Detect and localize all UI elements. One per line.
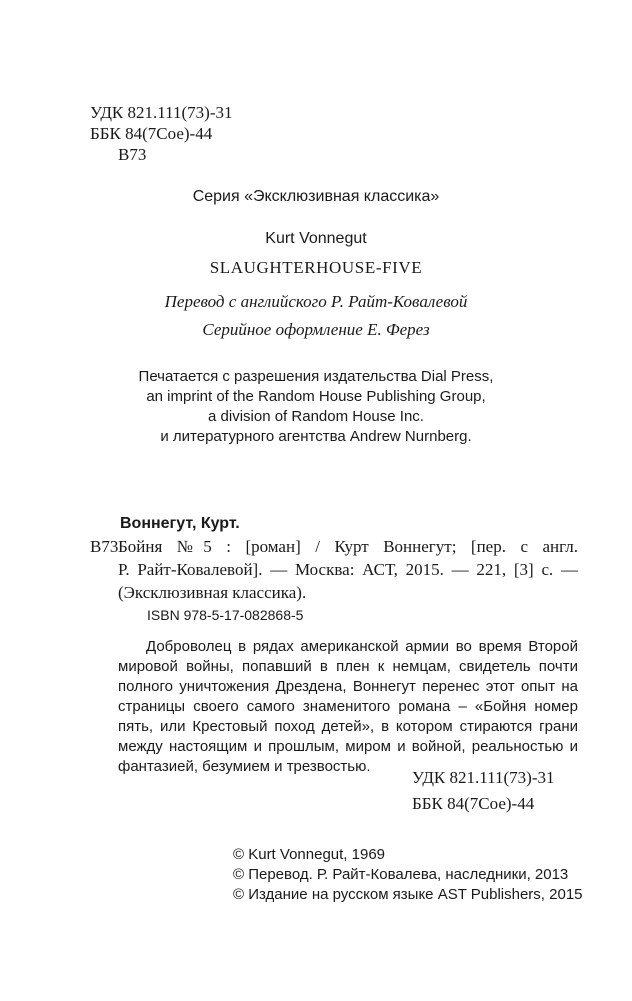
catalog-author-mark: В73	[90, 537, 119, 556]
catalog-description	[118, 537, 578, 603]
isbn: ISBN 978-5-17-082868-5	[147, 607, 304, 623]
annotation-line: Доброволец в рядах американской армии во время Второй	[146, 638, 578, 655]
copyright-line: © Kurt Vonnegut, 1969	[233, 846, 385, 863]
catalog-line: Р. Райт-Ковалевой]. — Москва: АСТ, 2015. — 221, [3] с. —	[118, 560, 578, 579]
udk-code-bottom: УДК 821.111(73)-31	[412, 768, 555, 787]
copyright-line: © Издание на русском языке AST Publishers, 2015	[233, 886, 583, 903]
permission-line: an imprint of the Random House Publishing Group,	[146, 388, 486, 405]
permission-line: Печатается с разрешения издательства Dial Press,	[138, 368, 494, 385]
translation-credit: Перевод с английского Р. Райт-Ковалевой	[164, 292, 468, 311]
catalog-line: (Эксклюзивная классика).	[118, 583, 307, 602]
catalog-author-heading: Воннегут, Курт.	[120, 515, 240, 532]
annotation-line: страницы своего самого знаменитого романа – «Бойня номер	[118, 698, 578, 715]
original-author: Kurt Vonnegut	[265, 230, 367, 247]
annotation-line: полного уничтожения Дрездена, Воннегут перенес этот опыт на	[118, 678, 578, 695]
udk-code: УДК 821.111(73)-31	[90, 103, 233, 122]
annotation-line: фантазией, безумием и трезвостью.	[118, 758, 371, 775]
original-title: SLAUGHTERHOUSE-FIVE	[209, 258, 423, 277]
annotation-line: между настоящим и прошлым, миром и войной, реальностью и	[118, 738, 578, 755]
copyright-line: © Перевод. Р. Райт-Ковалева, наследники, 2013	[233, 866, 569, 883]
series-line: Серия «Эксклюзивная классика»	[192, 188, 440, 205]
permission-line: a division of Random House Inc.	[208, 408, 424, 425]
annotation	[118, 637, 578, 777]
catalog-line: Бойня №5 : [роман] / Курт Воннегут; [пер. с англ.	[118, 537, 578, 556]
author-mark: В73	[118, 145, 147, 164]
bbk-code: ББК 84(7Сое)-44	[90, 124, 213, 143]
annotation-line: пять, или Крестовый поход детей», в котором стираются грани	[118, 718, 578, 735]
design-credit: Серийное оформление Е. Ферез	[202, 320, 430, 339]
bbk-code-bottom: ББК 84(7Сое)-44	[412, 794, 535, 813]
permission-line: и литературного агентства Andrew Nurnberg.	[160, 428, 472, 445]
annotation-line: мировой войны, попавший в плен к немцам, свидетель почти	[118, 658, 578, 675]
